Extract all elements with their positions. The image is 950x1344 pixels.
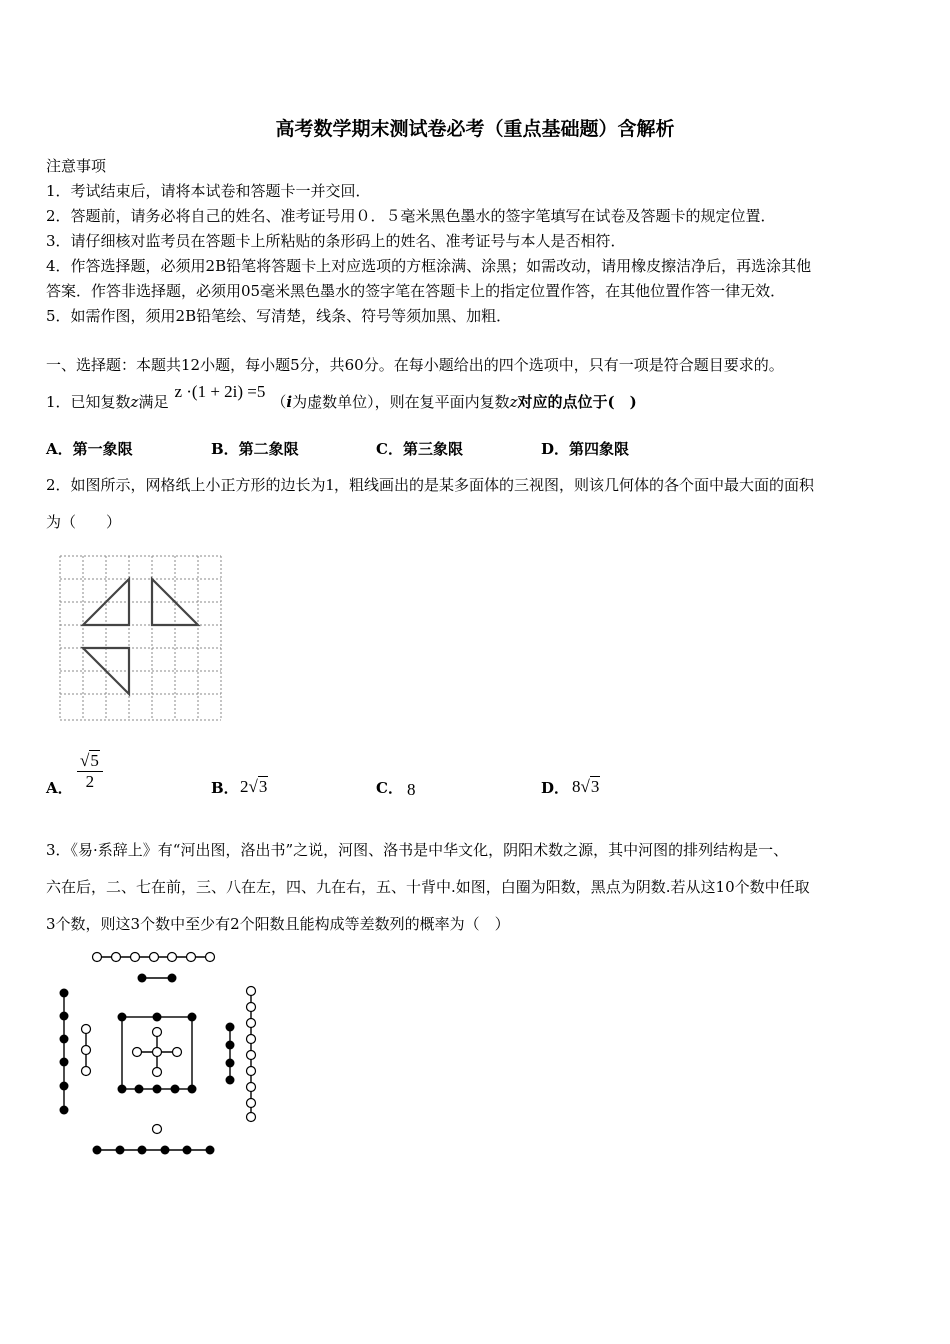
q1-formula: z ·(1 + 2i) =5 bbox=[174, 382, 266, 401]
three-view-figure bbox=[56, 552, 226, 724]
q2-option-c-value: 8 bbox=[407, 780, 416, 799]
notice-item: 答案．作答非选择题，必须用05毫米黑色墨水的签字笔在答题卡上的指定位置作答，在其他位置作答一律无效． bbox=[46, 282, 786, 300]
page-title: 高考数学期末测试卷必考（重点基础题）含解析 bbox=[275, 118, 675, 140]
q2-option-d-value: 8√3 bbox=[572, 777, 600, 796]
question-3-line1: 3．《易·系辞上》有“河出图，洛出书”之说，河图、洛书是中华文化，阴阳术数之源，其中河图的排列结构是一、 bbox=[46, 841, 789, 859]
option-c: C．第三象限 bbox=[376, 440, 463, 458]
question-3-line2: 六在后，二、七在前，三、八在左，四、九在右，五、十背中.如图，白圈为阳数，黑点为阴数.若从这10个数中任取 bbox=[46, 878, 810, 896]
question-3-line3: 3个数，则这3个数中至少有2个阳数且能构成等差数列的概率为（ ） bbox=[46, 915, 510, 933]
hetu-figure bbox=[50, 945, 270, 1165]
q2-option-d-label: D． bbox=[541, 779, 570, 797]
q2-option-b-label: B． bbox=[211, 779, 239, 797]
question-2-line2: 为（ ） bbox=[46, 513, 122, 531]
section-heading: 一、选择题：本题共12小题，每小题5分，共60分。在每小题给出的四个选项中，只有一项是符合题目要求的。 bbox=[46, 356, 784, 374]
notice-item: 4．作答选择题，必须用2B铅笔将答题卡上对应选项的方框涂满、涂黑；如需改动，请用橡皮擦洁净后，再选涂其他 bbox=[46, 257, 812, 275]
option-a: A．第一象限 bbox=[46, 440, 133, 458]
question-1: 1．已知复数z满足z ·(1 + 2i) =5（i为虚数单位），则在复平面内复数z对应的点位于( ) bbox=[46, 382, 637, 411]
notice-heading: 注意事项 bbox=[46, 157, 107, 175]
notice-item: 2．答题前，请务必将自己的姓名、准考证号用０．５毫米黑色墨水的签字笔填写在试卷及答题卡的规定位置． bbox=[46, 207, 776, 225]
q2-option-c-label: C． bbox=[376, 779, 403, 797]
notice-item: 3．请仔细核对监考员在答题卡上所粘贴的条形码上的姓名、准考证号与本人是否相符． bbox=[46, 232, 626, 250]
q2-option-a-value: $\frac{√5}{2}$ bbox=[77, 751, 103, 792]
notice-item: 1．考试结束后，请将本试卷和答题卡一并交回． bbox=[46, 182, 371, 200]
notice-item: 5．如需作图，须用2B铅笔绘、写清楚，线条、符号等须加黑、加粗． bbox=[46, 307, 512, 325]
option-b: B．第二象限 bbox=[211, 440, 299, 458]
question-2-line1: 2．如图所示，网格纸上小正方形的边长为1，粗线画出的是某多面体的三视图，则该几何体的各个面中最大面的面积 bbox=[46, 475, 815, 494]
q2-option-b-value: 2√3 bbox=[240, 777, 268, 796]
q2-option-a-label: A． bbox=[46, 779, 73, 797]
option-d: D．第四象限 bbox=[541, 440, 630, 458]
